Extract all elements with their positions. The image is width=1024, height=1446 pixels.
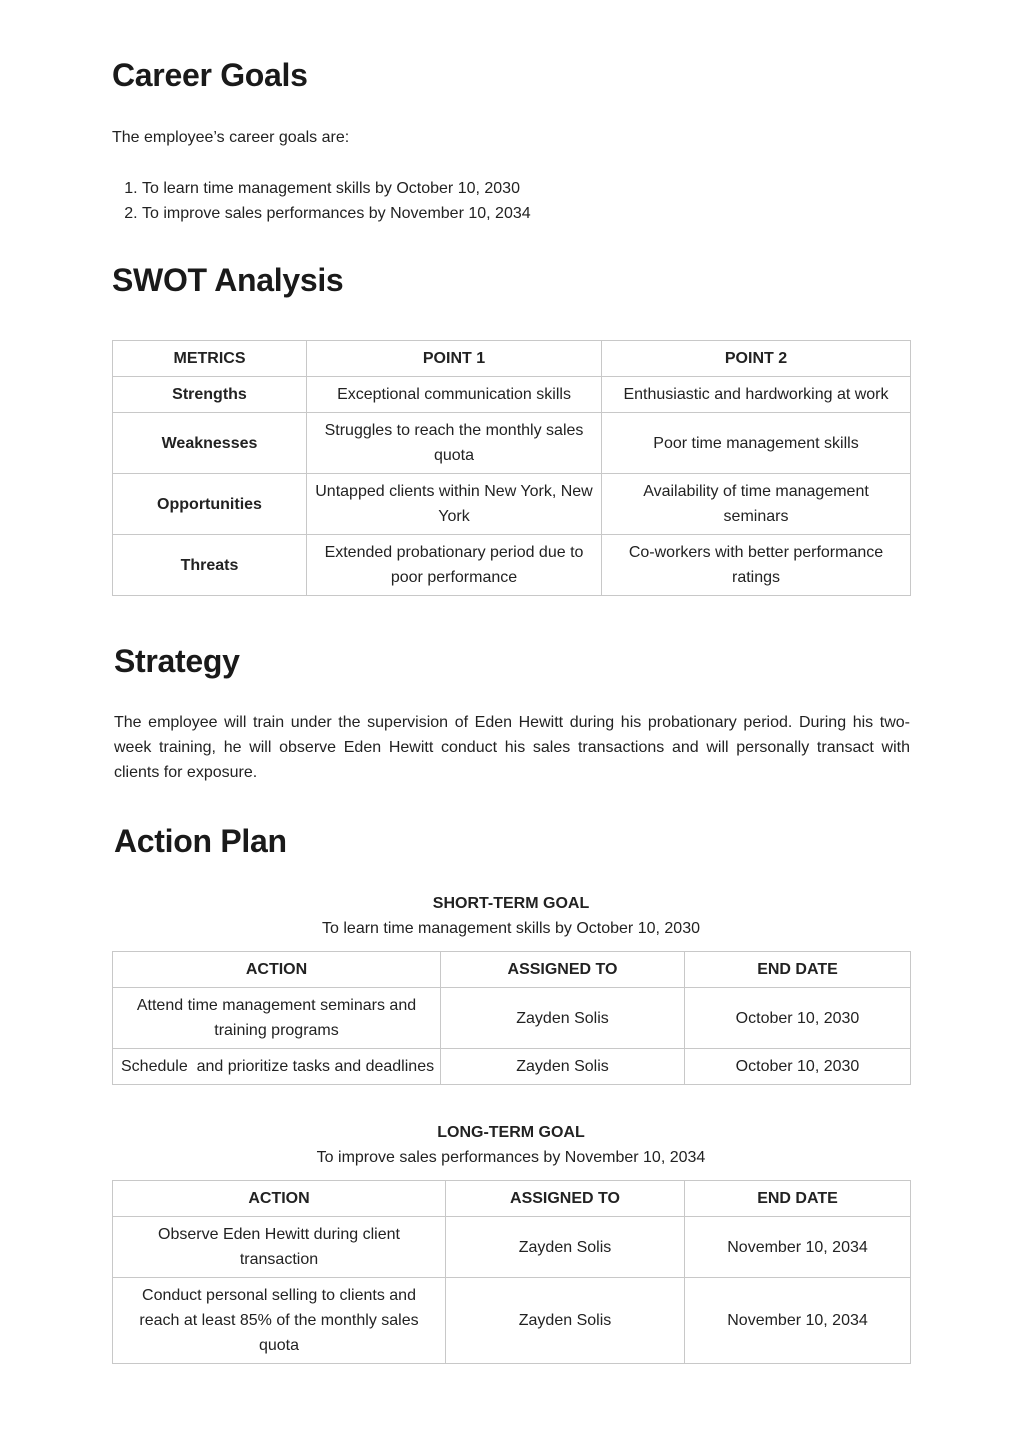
metric-cell: Opportunities: [113, 474, 307, 535]
table-row: [113, 474, 911, 535]
long-term-goal-caption: [112, 1120, 910, 1170]
metric-cell: Strengths: [113, 377, 307, 413]
column-header: METRICS: [113, 341, 307, 377]
assigned-cell: Zayden Solis: [441, 988, 685, 1049]
assigned-cell: Zayden Solis: [441, 1049, 685, 1085]
career-goals-heading: Career Goals: [112, 57, 308, 93]
metric-cell: Threats: [113, 535, 307, 596]
column-header: ACTION: [113, 1181, 446, 1217]
short-term-goal-caption: [112, 891, 910, 941]
table-row: [113, 413, 911, 474]
column-header: ACTION: [113, 952, 441, 988]
action-cell: Observe Eden Hewitt during client transaction: [113, 1217, 446, 1278]
long-term-table: [112, 1180, 911, 1364]
action-cell: Conduct personal selling to clients and reach at least 85% of the monthly sales quota: [113, 1278, 446, 1364]
action-plan-heading: Action Plan: [114, 823, 287, 859]
column-header: ASSIGNED TO: [441, 952, 685, 988]
table-header-row: [113, 341, 911, 377]
table-row: [113, 1278, 911, 1364]
strategy-heading: Strategy: [114, 643, 240, 679]
table-cell: Co-workers with better performance ratings: [602, 535, 911, 596]
table-row: [113, 535, 911, 596]
metric-cell: Weaknesses: [113, 413, 307, 474]
end-date-cell: November 10, 2034: [685, 1278, 911, 1364]
table-row: [113, 377, 911, 413]
table-cell: Untapped clients within New York, New York: [307, 474, 602, 535]
column-header: END DATE: [685, 952, 911, 988]
short-term-table: [112, 951, 911, 1085]
column-header: POINT 2: [602, 341, 911, 377]
table-header-row: [113, 1181, 911, 1217]
swot-heading: SWOT Analysis: [112, 262, 344, 298]
end-date-cell: October 10, 2030: [685, 1049, 911, 1085]
end-date-cell: October 10, 2030: [685, 988, 911, 1049]
swot-table: [112, 340, 911, 596]
list-item: 2. To improve sales performances by November 10, 2034: [142, 201, 531, 226]
short-term-goal-text: To learn time management skills by October 10, 2030: [322, 920, 700, 937]
action-cell: Schedule and prioritize tasks and deadlines: [113, 1049, 441, 1085]
table-cell: Extended probationary period due to poor performance: [307, 535, 602, 596]
long-term-goal-text: To improve sales performances by November 10, 2034: [316, 1149, 706, 1166]
table-cell: Struggles to reach the monthly sales quota: [307, 413, 602, 474]
strategy-paragraph: The employee will train under the supervision of Eden Hewitt during his probationary period. During his two-week training, he will observe Eden Hewitt conduct his sales transactions and will personally transact with clients for exposure.: [114, 714, 910, 781]
table-row: [113, 1217, 911, 1278]
long-term-goal-title: LONG-TERM GOAL: [437, 1124, 585, 1141]
table-cell: Enthusiastic and hardworking at work: [602, 377, 911, 413]
table-cell: Exceptional communication skills: [307, 377, 602, 413]
table-row: [113, 988, 911, 1049]
table-cell: Poor time management skills: [602, 413, 911, 474]
short-term-goal-title: SHORT-TERM GOAL: [432, 895, 590, 912]
column-header: ASSIGNED TO: [446, 1181, 685, 1217]
end-date-cell: November 10, 2034: [685, 1217, 911, 1278]
table-cell: Availability of time management seminars: [602, 474, 911, 535]
assigned-cell: Zayden Solis: [446, 1217, 685, 1278]
list-item: 1. To learn time management skills by October 10, 2030: [142, 176, 531, 201]
table-row: [113, 1049, 911, 1085]
column-header: END DATE: [685, 1181, 911, 1217]
assigned-cell: Zayden Solis: [446, 1278, 685, 1364]
column-header: POINT 1: [307, 341, 602, 377]
action-cell: Attend time management seminars and training programs: [113, 988, 441, 1049]
table-header-row: [113, 952, 911, 988]
career-goals-intro: The employee’s career goals are:: [112, 129, 350, 146]
career-goals-list: [112, 176, 531, 226]
